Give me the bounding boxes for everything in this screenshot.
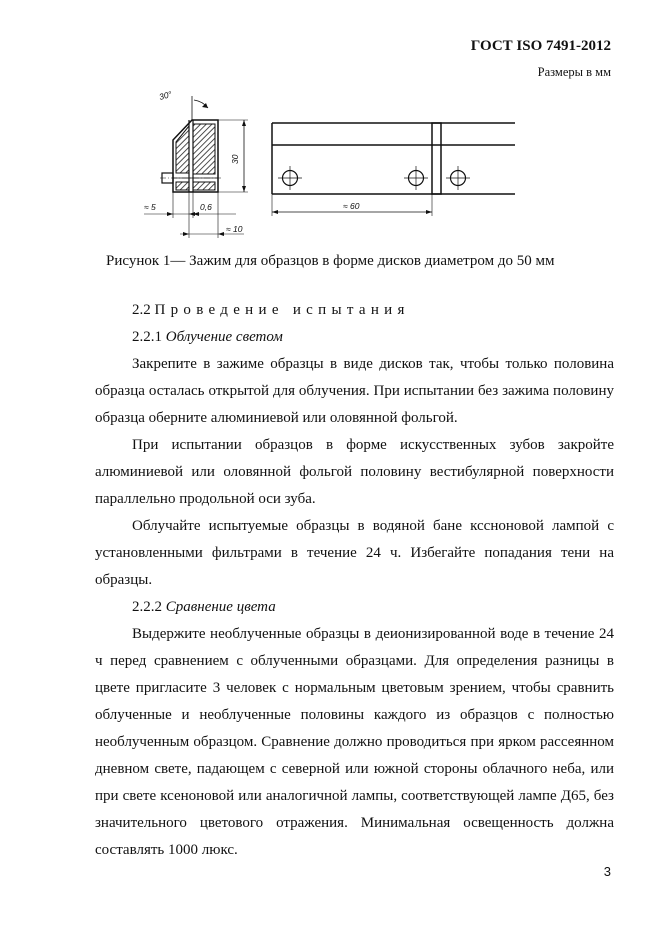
subsection-1-title: Облучение светом [165,329,283,345]
clamp-side-view [272,123,515,216]
page-number: 3 [603,864,611,879]
standard-code: ГОСТ ISO 7491-2012 [470,38,611,54]
paragraph-4: Выдержите необлученные образцы в деионизированной воде в течение 24 ч перед сравнением с облученными образцами. Для определения разницы в цвете пригласите 3 человек с нормальным цветовым зрением, чтобы сравнить облученные и необлученные половины каждого из образцов с полностью необлученным образцом. Сравнение должно проводиться при ярком рассеянном дневном свете, падающем с северной или южной стороны облачного неба, или при свете ксеноновой или аналогичной лампы, соответствующей лампе Д65, без значительного цветового отражения. Минимальная освещенность должна составлять 1000 люкс. [95,626,614,858]
subsection-1-number: 2.2.1 [132,329,162,345]
dim-width-left-label: ≈ 5 [144,202,156,212]
figure-caption: Рисунок 1— Зажим для образцов в форме дисков диаметром до 50 мм [106,253,555,269]
subsection-heading-1 [95,324,614,351]
section-heading-title: Проведение испытания [154,302,410,318]
units-note: Размеры в мм [537,65,611,79]
subsection-2-title: Сравнение цвета [165,599,276,615]
paragraph-1: Закрепите в зажиме образцы в виде дисков так, чтобы только половина образца осталась открытой для облучения. При испытании без зажима половину образца оберните алюминиевой или оловянной фольгой. [95,356,614,426]
dim-angle-label: 30° [157,88,173,102]
dim-thickness-label: 0,6 [200,202,212,212]
section-body [95,297,614,864]
section-heading [95,297,614,324]
clamp-section-view [144,96,248,238]
subsection-heading-2 [95,594,614,621]
clamp-drawing [140,88,520,248]
dim-width-right-label: ≈ 10 [226,224,243,234]
paragraph-2: При испытании образцов в форме искусственных зубов закройте алюминиевой или оловянной фольгой половину вестибулярной поверхности параллельно продольной оси зуба. [95,437,614,507]
dim-length-label: ≈ 60 [343,201,360,211]
dim-height-label: 30 [230,154,240,164]
paragraph-3: Облучайте испытуемые образцы в водяной бане кссноновой лампой с установленными фильтрами в течение 24 ч. Избегайте попадания тени на образцы. [95,518,614,588]
subsection-2-number: 2.2.2 [132,599,162,615]
section-heading-number: 2.2 [132,302,151,318]
